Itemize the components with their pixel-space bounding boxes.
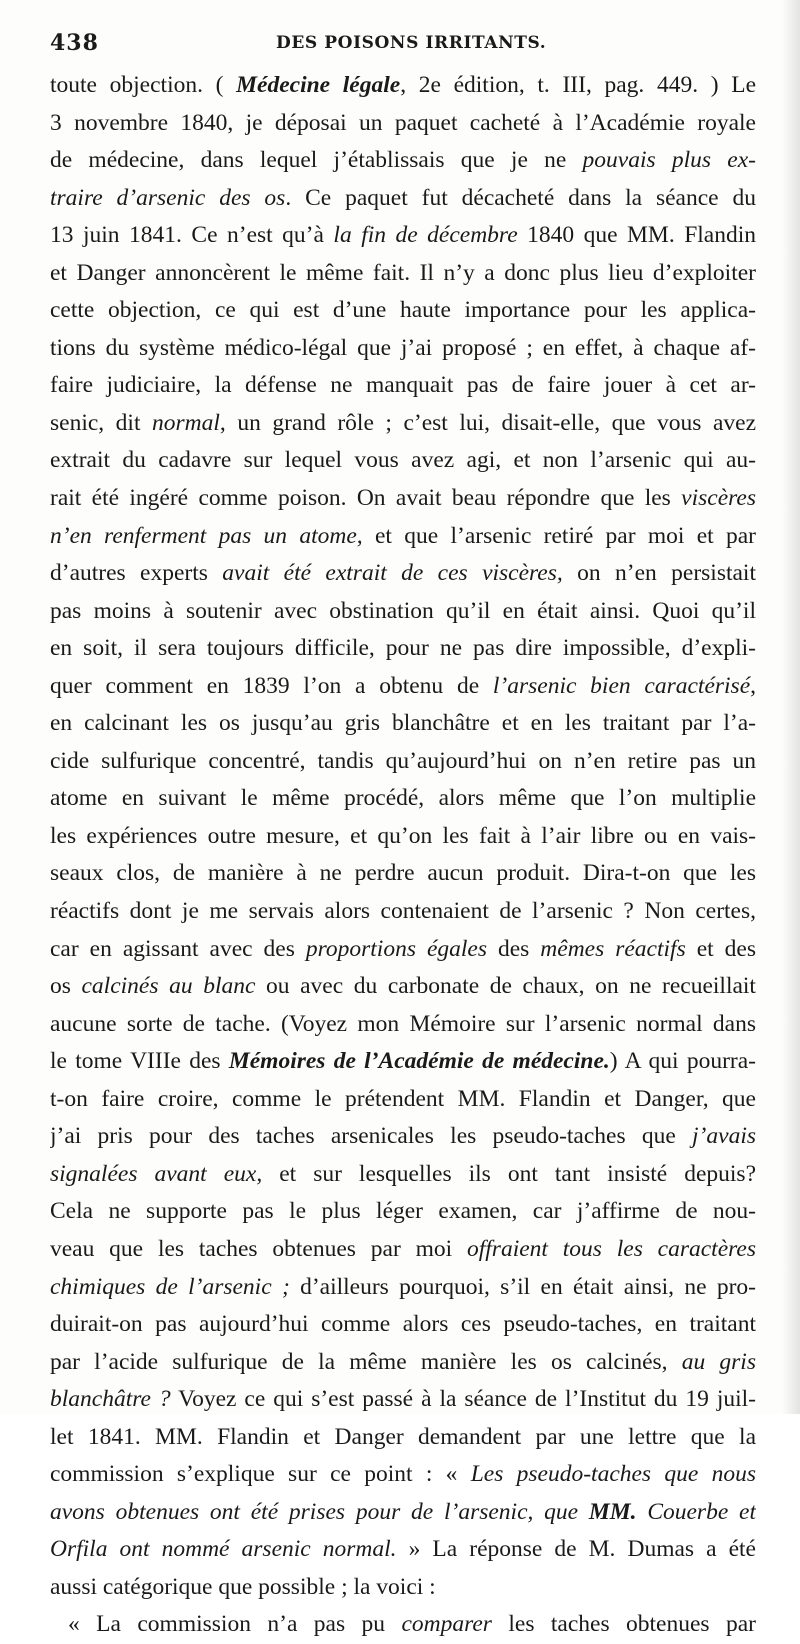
emphasis-text: avons obtenues ont été prises pour de l’arsenic, que: [50, 1498, 589, 1525]
text-run: rait été ingéré comme poison. On avait beau répondre que les: [50, 485, 682, 512]
text-run: de médecine, dans lequel j’établissais que je ne: [50, 147, 583, 174]
text-line: [50, 67, 756, 105]
text-run: ,: [750, 672, 756, 699]
body-text: [50, 67, 756, 1644]
text-line: [50, 1606, 756, 1644]
text-line: [50, 1156, 756, 1194]
emphasis-text: Couerbe et: [636, 1498, 756, 1525]
emphasis-text: la fin de décembre: [333, 222, 518, 249]
text-run: t-on faire croire, comme le prétendent MM. Flandin et Danger, que: [50, 1085, 756, 1112]
text-run: cide sulfurique concentré, tandis qu’aujourd’hui on n’en retire pas un: [50, 747, 756, 774]
text-run: car en agissant avec des: [50, 935, 306, 962]
text-line: [50, 255, 756, 293]
emphasis-text: normal: [152, 409, 220, 436]
text-run: d’autres experts: [50, 560, 223, 587]
text-run: . Ce paquet fut décacheté dans la séance du: [285, 184, 756, 211]
text-run: aussi catégorique que possible ; la voici :: [50, 1573, 436, 1600]
emphasis-text: proportions égales: [305, 935, 487, 962]
emphasis-text: pouvais plus ex-: [582, 147, 756, 174]
text-line: [50, 1381, 756, 1419]
text-run: ) A qui pourra-: [609, 1048, 756, 1075]
text-run: » La réponse de M. Dumas a été: [396, 1536, 756, 1563]
text-run: , 2e édition, t. III, pag. 449. ) Le: [400, 72, 756, 98]
emphasis-text: blanchâtre ?: [50, 1386, 171, 1413]
emphasis-text: calcinés au blanc: [81, 973, 256, 1000]
text-line: [50, 1456, 756, 1494]
text-run: et Danger annoncèrent le même fait. Il n’y a donc plus lieu d’exploiter: [50, 259, 756, 286]
text-run: os: [50, 973, 82, 1000]
emphasis-text: Médecine légale: [236, 72, 401, 98]
text-line: [50, 1306, 756, 1344]
text-line: [50, 893, 756, 931]
text-line: [50, 818, 756, 856]
emphasis-text: signalées avant eux,: [50, 1160, 263, 1187]
text-run: les expériences outre mesure, et qu’on les fait à l’air libre ou en vais-: [50, 822, 756, 849]
text-line: [50, 855, 756, 893]
text-run: on n’en persistait: [562, 560, 756, 587]
text-line: [50, 1494, 756, 1532]
text-run: et que l’arsenic retiré par moi et par: [362, 522, 756, 549]
text-run: seaux clos, de manière à ne perdre aucun produit. Dira-t-on que les: [50, 860, 756, 887]
text-run: et des: [685, 935, 756, 962]
text-line: [50, 1569, 756, 1607]
text-line: [50, 780, 756, 818]
text-run: en soit, il sera toujours difficile, pour ne pas dire impossible, d’expli-: [50, 635, 756, 662]
text-line: [50, 105, 756, 143]
text-run: faire judiciaire, la défense ne manquait pas de faire jouer à cet ar-: [50, 372, 756, 399]
text-line: [50, 480, 756, 518]
text-run: pas moins à soutenir avec obstination qu’il en était ainsi. Quoi qu’il: [50, 597, 756, 624]
text-line: [50, 1231, 756, 1269]
text-run: Voyez ce qui s’est passé à la séance de l’Institut du 19 juil-: [170, 1386, 756, 1413]
emphasis-text: traire d’arsenic des os: [50, 184, 286, 211]
text-line: [50, 1344, 756, 1382]
text-line: [50, 968, 756, 1006]
text-run: atome en suivant le même procédé, alors même que l’on multiplie: [50, 785, 756, 812]
text-run: commission s’explique sur ce point : «: [50, 1461, 471, 1488]
text-line: [50, 367, 756, 405]
text-line: [50, 442, 756, 480]
running-title: DES POISONS IRRITANTS.: [276, 33, 547, 53]
emphasis-text: comparer: [401, 1611, 492, 1638]
text-run: ou avec du carbonate de chaux, on ne recueillait: [255, 973, 756, 1000]
text-run: cette objection, ce qui est d’une haute importance pour les applica-: [50, 297, 756, 324]
emphasis-text: Mémoires de l’Académie de médecine.: [228, 1048, 610, 1075]
text-run: d’ailleurs pourquoi, s’il en était ainsi, ne pro-: [289, 1273, 756, 1300]
text-line: [50, 1269, 756, 1307]
text-line: [50, 1419, 756, 1457]
text-run: senic, dit: [50, 409, 153, 436]
emphasis-text: viscères: [681, 485, 756, 512]
emphasis-text: mêmes réactifs: [540, 935, 686, 962]
text-run: aucune sorte de tache. (Voyez mon Mémoire sur l’arsenic normal dans: [50, 1010, 756, 1037]
text-line: [50, 743, 756, 781]
text-run: duirait-on pas aujourd’hui comme alors ces pseudo-taches, en traitant: [50, 1311, 756, 1338]
text-run: et sur lesquelles ils ont tant insisté depuis?: [262, 1160, 756, 1187]
text-run: toute objection. (: [50, 72, 237, 98]
text-line: [50, 1006, 756, 1044]
running-head: [50, 30, 756, 64]
emphasis-text: n’en renferment pas un atome,: [50, 522, 363, 549]
text-line: [50, 292, 756, 330]
text-run: 13 juin 1841. Ce n’est qu’à: [50, 222, 334, 249]
text-run: les taches obtenues par: [491, 1611, 756, 1638]
text-run: Cela ne supporte pas le plus léger examen, car j’affirme de nou-: [50, 1198, 756, 1225]
emphasis-text: MM.: [588, 1498, 637, 1525]
emphasis-text: avait été extrait de ces viscères,: [222, 560, 563, 587]
text-run: le tome VIIIe des: [50, 1048, 229, 1075]
text-line: [50, 1081, 756, 1119]
emphasis-text: au gris: [681, 1348, 756, 1375]
text-line: [50, 555, 756, 593]
text-line: [50, 630, 756, 668]
emphasis-text: Les pseudo-taches que nous: [470, 1461, 756, 1488]
text-line: [50, 518, 756, 556]
page-number: 438: [50, 30, 99, 56]
emphasis-text: j’avais: [692, 1123, 756, 1150]
text-run: tions du système médico-légal que j’ai proposé ; en effet, à chaque af-: [50, 334, 756, 361]
text-run: quer comment en 1839 l’on a obtenu de: [50, 672, 493, 699]
emphasis-text: chimiques de l’arsenic ;: [50, 1273, 290, 1300]
text-run: « La commission n’a pas pu: [68, 1611, 402, 1638]
text-line: [50, 142, 756, 180]
emphasis-text: offraient tous les caractères: [466, 1235, 756, 1262]
text-line: [50, 217, 756, 255]
text-run: extrait du cadavre sur lequel vous avez agi, et non l’arsenic qui au-: [50, 447, 756, 474]
text-run: j’ai pris pour des taches arsenicales les pseudo-taches que: [50, 1123, 693, 1150]
text-run: , un grand rôle ; c’est lui, disait-elle, que vous avez: [219, 409, 756, 436]
text-line: [50, 931, 756, 969]
page-edge-shadow: [782, 0, 800, 1414]
text-line: [50, 330, 756, 368]
text-line: [50, 1043, 756, 1081]
text-run: des: [487, 935, 541, 962]
text-run: 1840 que MM. Flandin: [517, 222, 756, 249]
text-line: [50, 405, 756, 443]
emphasis-text: Orfila ont nommé arsenic normal.: [50, 1536, 397, 1563]
text-line: [50, 180, 756, 218]
text-line: [50, 593, 756, 631]
text-line: [50, 1193, 756, 1231]
text-run: veau que les taches obtenues par moi: [50, 1235, 467, 1262]
text-run: let 1841. MM. Flandin et Danger demandent par une lettre que la: [50, 1423, 756, 1450]
text-run: 3 novembre 1840, je déposai un paquet cacheté à l’Académie royale: [50, 109, 756, 136]
text-line: [50, 705, 756, 743]
text-line: [50, 1531, 756, 1569]
text-run: par l’acide sulfurique de la même manière les os calcinés,: [50, 1348, 682, 1375]
text-line: [50, 1118, 756, 1156]
text-run: réactifs dont je me servais alors contenaient de l’arsenic ? Non certes,: [50, 898, 756, 925]
text-line: [50, 668, 756, 706]
text-run: en calcinant les os jusqu’au gris blanchâtre et en les traitant par l’a-: [50, 710, 756, 737]
emphasis-text: l’arsenic bien caractérisé: [492, 672, 751, 699]
